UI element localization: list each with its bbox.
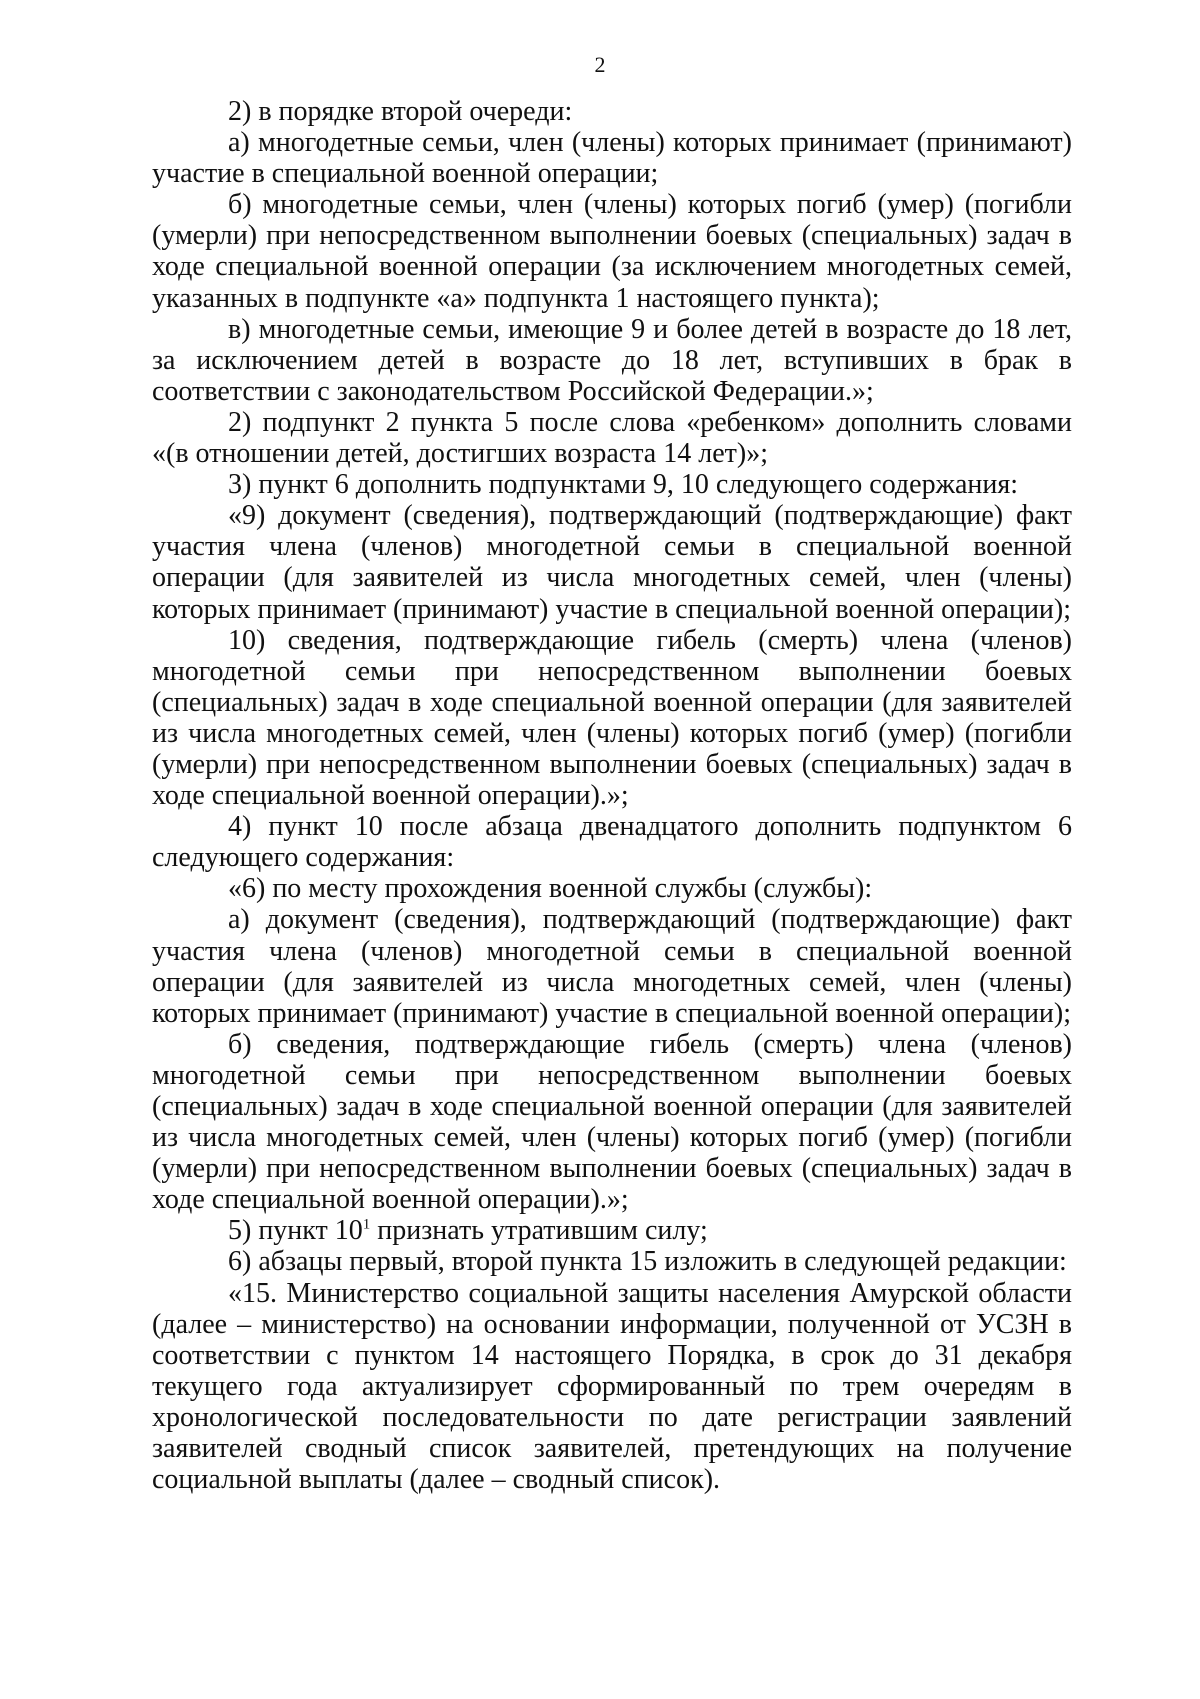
paragraph-amendment-2: 2) подпункт 2 пункта 5 после слова «ребенком» дополнить словами «(в отношении детей, достигших возраста 14 лет)»; xyxy=(152,406,1072,470)
document-body xyxy=(152,96,1072,1495)
paragraph-2b: б) многодетные семьи, член (члены) которых погиб (умер) (погибли (умерли) при непосредственном выполнении боевых (специальных) задач в ходе специальной военной операции (за исключением многодетных семей, указанных в подпункте «а» подпункта 1 настоящего пункта); xyxy=(152,189,1072,314)
amendment-5-superscript: 1 xyxy=(362,1217,371,1234)
paragraph-amendment-6: 6) абзацы первый, второй пункта 15 изложить в следующей редакции: xyxy=(228,1246,1067,1278)
paragraph-2v: в) многодетные семьи, имеющие 9 и более детей в возрасте до 18 лет, за исключением детей в возрасте до 18 лет, вступивших в брак в соответствии с законодательством Российской Федерации.»; xyxy=(152,313,1072,407)
paragraph-amendment-3: 3) пункт 6 дополнить подпунктами 9, 10 следующего содержания: xyxy=(228,469,1019,501)
page-number: 2 xyxy=(594,52,606,77)
paragraph-2a: а) многодетные семьи, член (члены) которых принимает (принимают) участие в специальной военной операции; xyxy=(152,127,1072,190)
amendment-5-text-after: признать утратившим силу; xyxy=(370,1215,708,1247)
paragraph-6b: б) сведения, подтверждающие гибель (смерть) члена (членов) многодетной семьи при непосредственном выполнении боевых (специальных) задач в ходе специальной военной операции (для заявителей из числа многодетных семей, член (члены) которых погиб (умер) (погибли (умерли) при непосредственном выполнении боевых (специальных) задач в ходе специальной военной операции).»; xyxy=(152,1028,1072,1216)
amendment-5-text-before: 5) пункт 10 xyxy=(228,1215,363,1247)
paragraph-subitem-9: «9) документ (сведения), подтверждающий (подтверждающие) факт участия члена (членов) многодетной семьи в специальной военной операции (для заявителей из числа многодетных семей, член (члены) которых принимает (принимают) участие в специальной военной операции); xyxy=(152,500,1072,625)
paragraph-second-queue: 2) в порядке второй очереди: xyxy=(228,96,573,127)
paragraph-amendment-4: 4) пункт 10 после абзаца двенадцатого дополнить подпунктом 6 следующего содержания: xyxy=(152,811,1072,874)
paragraph-6a: а) документ (сведения), подтверждающий (подтверждающие) факт участия члена (членов) многодетной семьи в специальной военной операции (для заявителей из числа многодетных семей, член (члены) которых принимает (принимают) участие в специальной военной операции); xyxy=(152,904,1072,1029)
paragraph-item-15: «15. Министерство социальной защиты населения Амурской области (далее – министерство) на основании информации, полученной от УСЗН в соответствии с пунктом 14 настоящего Порядка, в срок до 31 декабря текущего года актуализирует сформированный по трем очередям в хронологической последовательности по дате регистрации заявлений заявителей сводный список заявителей, претендующих на получение социальной выплаты (далее – сводный список). xyxy=(152,1277,1072,1496)
paragraph-subitem-10: 10) сведения, подтверждающие гибель (смерть) члена (членов) многодетной семьи при непосредственном выполнении боевых (специальных) задач в ходе специальной военной операции (для заявителей из числа многодетных семей, член (члены) которых погиб (умер) (погибли (умерли) при непосредственном выполнении боевых (специальных) задач в ходе специальной военной операции).»; xyxy=(152,624,1072,812)
paragraph-amendment-5 xyxy=(152,1215,1072,1246)
paragraph-subitem-6: «6) по месту прохождения военной службы (службы): xyxy=(228,873,873,905)
